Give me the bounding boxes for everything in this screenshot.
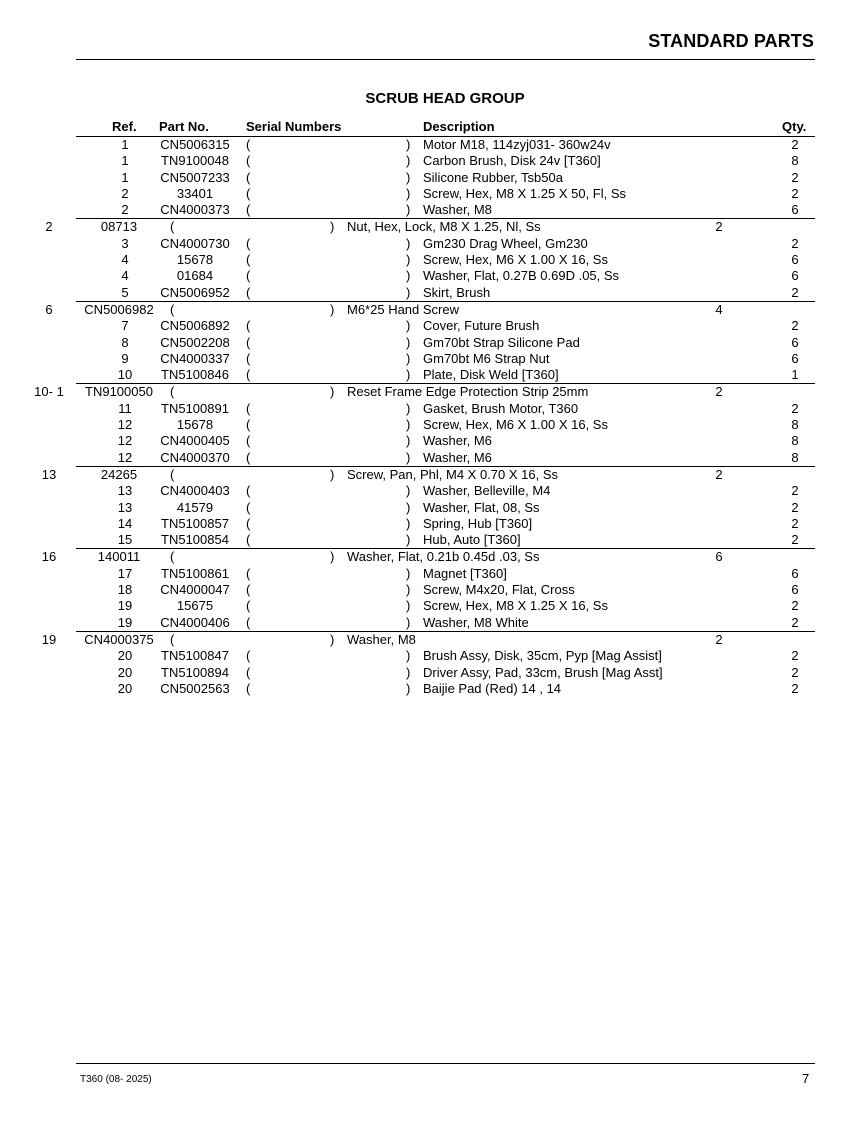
- ref-cell: 6: [45, 301, 53, 317]
- table-row: [0, 450, 866, 466]
- serial-close-bracket: ): [330, 219, 335, 235]
- ref-cell: 20: [117, 648, 133, 664]
- ref-cell: 12: [117, 449, 133, 465]
- footer-divider: [76, 1063, 815, 1064]
- serial-close-bracket: ): [406, 680, 411, 696]
- serial-close-bracket: ): [406, 499, 411, 515]
- serial-close-bracket: ): [406, 153, 411, 169]
- table-row: [0, 318, 866, 334]
- part-number-cell: CN4000730: [160, 235, 230, 251]
- description-cell: Driver Assy, Pad, 33cm, Brush [Mag Asst]: [423, 664, 663, 680]
- description-cell: Washer, Flat, 08, Ss: [423, 499, 540, 515]
- table-row: [41, 548, 815, 565]
- description-cell: Plate, Disk Weld [T360]: [423, 367, 559, 383]
- serial-close-bracket: ): [406, 532, 411, 548]
- ref-cell: 2: [121, 185, 129, 201]
- serial-close-bracket: ): [406, 185, 411, 201]
- description-cell: Baijie Pad (Red) 14 , 14: [423, 680, 562, 696]
- qty-cell: 2: [791, 137, 799, 152]
- serial-open-bracket: (: [246, 252, 251, 268]
- description-cell: Washer, Flat, 0.27B 0.69D .05, Ss: [423, 268, 620, 284]
- serial-close-bracket: ): [330, 466, 335, 482]
- description-cell: Gm70bt M6 Strap Nut: [423, 350, 550, 366]
- description-cell: Hub, Auto [T360]: [423, 532, 521, 548]
- serial-open-bracket: (: [246, 334, 251, 350]
- ref-cell: 17: [117, 565, 133, 581]
- description-cell: Gm70bt Strap Silicone Pad: [423, 334, 580, 350]
- ref-cell: 1: [121, 137, 129, 152]
- header-divider: [76, 59, 815, 60]
- table-row: [45, 218, 815, 235]
- table-row: [0, 285, 866, 301]
- description-cell: Washer, M8: [423, 202, 492, 218]
- part-number-cell: CN5006892: [160, 318, 230, 334]
- serial-open-bracket: (: [246, 185, 251, 201]
- table-row: [0, 500, 866, 516]
- page-header-title: STANDARD PARTS: [648, 31, 814, 51]
- table-row: [0, 252, 866, 268]
- serial-open-bracket: (: [246, 153, 251, 169]
- table-row: [0, 170, 866, 186]
- serial-close-bracket: ): [406, 433, 411, 449]
- serial-open-bracket: (: [246, 400, 251, 416]
- part-number-cell: CN4000406: [160, 614, 230, 630]
- part-number-cell: CN4000405: [160, 433, 230, 449]
- description-cell: Washer, M8 White: [423, 614, 529, 630]
- description-cell: Silicone Rubber, Tsb50a: [423, 169, 563, 185]
- description-cell: Washer, Flat, 0.21b 0.45d .03, Ss: [347, 549, 540, 565]
- serial-close-bracket: ): [406, 367, 411, 383]
- part-number-cell: CN5007233: [160, 169, 230, 185]
- ref-cell: 19: [117, 614, 133, 630]
- part-number-cell: TN9100050: [85, 384, 153, 400]
- table-row: [0, 367, 866, 383]
- serial-open-bracket: (: [246, 449, 251, 465]
- qty-cell: 2: [791, 648, 799, 664]
- table-row: [0, 401, 866, 417]
- serial-open-bracket: (: [246, 515, 251, 531]
- serial-close-bracket: ): [406, 268, 411, 284]
- part-number-cell: CN4000337: [160, 350, 230, 366]
- serial-close-bracket: ): [330, 301, 335, 317]
- qty-cell: 8: [791, 153, 799, 169]
- part-number-cell: 140011: [97, 549, 141, 565]
- table-row: [0, 433, 866, 449]
- serial-close-bracket: ): [330, 384, 335, 400]
- qty-cell: 6: [791, 252, 799, 268]
- qty-cell: 2: [791, 185, 799, 201]
- serial-open-bracket: (: [246, 499, 251, 515]
- ref-cell: 5: [121, 284, 129, 300]
- serial-open-bracket: (: [170, 301, 175, 317]
- part-number-cell: 15678: [176, 417, 214, 433]
- ref-cell: 12: [117, 417, 133, 433]
- ref-cell: 12: [117, 433, 133, 449]
- serial-open-bracket: (: [170, 466, 175, 482]
- description-cell: Washer, M6: [423, 449, 492, 465]
- footer-page-number: 7: [802, 1071, 810, 1086]
- qty-cell: 2: [791, 400, 799, 416]
- qty-cell: 2: [791, 515, 799, 531]
- serial-close-bracket: ): [406, 252, 411, 268]
- description-cell: Skirt, Brush: [423, 284, 491, 300]
- description-cell: Screw, Hex, M6 X 1.00 X 16, Ss: [423, 417, 608, 433]
- serial-open-bracket: (: [246, 284, 251, 300]
- part-number-cell: CN4000375: [84, 631, 154, 647]
- serial-close-bracket: ): [406, 400, 411, 416]
- description-cell: Motor M18, 114zyj031- 360w24v: [423, 137, 611, 152]
- description-cell: Gm230 Drag Wheel, Gm230: [423, 235, 588, 251]
- serial-close-bracket: ): [406, 350, 411, 366]
- part-number-cell: 15678: [176, 252, 214, 268]
- table-row: [0, 648, 866, 664]
- serial-open-bracket: (: [246, 137, 251, 152]
- serial-open-bracket: (: [246, 169, 251, 185]
- table-row: [0, 417, 866, 433]
- serial-close-bracket: ): [406, 334, 411, 350]
- column-header-qty: Qty.: [782, 119, 807, 134]
- ref-cell: 20: [117, 664, 133, 680]
- description-cell: Reset Frame Edge Protection Strip 25mm: [347, 384, 589, 400]
- part-number-cell: TN5100891: [161, 400, 229, 416]
- ref-cell: 13: [117, 499, 133, 515]
- table-row: [0, 335, 866, 351]
- table-row: [0, 532, 866, 548]
- serial-open-bracket: (: [170, 219, 175, 235]
- description-cell: M6*25 Hand Screw: [347, 301, 459, 317]
- description-cell: Screw, Hex, M8 X 1.25 X 50, Fl, Ss: [423, 185, 627, 201]
- ref-cell: 10: [117, 367, 133, 383]
- serial-close-bracket: ): [406, 664, 411, 680]
- ref-cell: 15: [117, 532, 133, 548]
- serial-open-bracket: (: [246, 648, 251, 664]
- part-number-cell: TN5100846: [161, 367, 229, 383]
- serial-open-bracket: (: [170, 549, 175, 565]
- serial-open-bracket: (: [246, 483, 251, 499]
- serial-open-bracket: (: [170, 384, 175, 400]
- description-cell: Washer, M6: [423, 433, 492, 449]
- qty-cell: 2: [715, 466, 723, 482]
- table-row: [41, 631, 815, 648]
- table-row: [0, 665, 866, 681]
- qty-cell: 2: [791, 483, 799, 499]
- ref-cell: 2: [45, 219, 53, 235]
- part-number-cell: TN5100861: [161, 565, 229, 581]
- table-row: [0, 236, 866, 252]
- ref-cell: 11: [118, 400, 132, 416]
- table-row: [0, 202, 866, 218]
- part-number-cell: CN5006982: [84, 301, 154, 317]
- ref-cell: 14: [117, 515, 133, 531]
- qty-cell: 2: [791, 318, 799, 334]
- part-number-cell: TN5100857: [161, 515, 229, 531]
- ref-cell: 18: [117, 582, 133, 598]
- ref-cell: 1: [121, 153, 129, 169]
- description-cell: Carbon Brush, Disk 24v [T360]: [423, 153, 601, 169]
- description-cell: Screw, Hex, M6 X 1.00 X 16, Ss: [423, 252, 608, 268]
- serial-close-bracket: ): [406, 284, 411, 300]
- qty-cell: 6: [791, 582, 799, 598]
- column-header-serial-numbers: Serial Numbers: [246, 119, 342, 134]
- ref-cell: 4: [121, 268, 129, 284]
- qty-cell: 2: [791, 499, 799, 515]
- column-header-ref: Ref.: [112, 119, 137, 134]
- qty-cell: 2: [791, 235, 799, 251]
- serial-open-bracket: (: [246, 598, 251, 614]
- ref-cell: 13: [117, 483, 133, 499]
- serial-open-bracket: (: [246, 614, 251, 630]
- part-number-cell: TN5100847: [161, 648, 229, 664]
- table-row: [0, 153, 866, 169]
- footer-model-date: T360 (08- 2025): [80, 1074, 152, 1085]
- serial-open-bracket: (: [246, 268, 251, 284]
- part-number-cell: 08713: [100, 219, 138, 235]
- serial-open-bracket: (: [246, 532, 251, 548]
- description-cell: Screw, M4x20, Flat, Cross: [423, 582, 575, 598]
- part-number-cell: TN9100048: [161, 153, 229, 169]
- qty-cell: 1: [791, 367, 799, 383]
- serial-close-bracket: ): [330, 631, 335, 647]
- serial-open-bracket: (: [246, 235, 251, 251]
- qty-cell: 8: [791, 449, 799, 465]
- serial-open-bracket: (: [246, 664, 251, 680]
- ref-cell: 8: [121, 334, 129, 350]
- part-number-cell: 15675: [176, 598, 214, 614]
- column-header-description: Description: [423, 119, 495, 134]
- ref-cell: 13: [41, 466, 57, 482]
- serial-close-bracket: ): [406, 137, 411, 152]
- qty-cell: 2: [791, 680, 799, 696]
- description-cell: Cover, Future Brush: [423, 318, 540, 334]
- serial-close-bracket: ): [406, 483, 411, 499]
- serial-open-bracket: (: [246, 680, 251, 696]
- qty-cell: 2: [715, 631, 723, 647]
- serial-open-bracket: (: [246, 367, 251, 383]
- part-number-cell: CN4000373: [160, 202, 230, 218]
- ref-cell: 19: [41, 631, 57, 647]
- part-number-cell: CN4000370: [160, 449, 230, 465]
- qty-cell: 2: [791, 532, 799, 548]
- table-row: [45, 301, 815, 318]
- ref-cell: 19: [117, 598, 133, 614]
- description-cell: Screw, Hex, M8 X 1.25 X 16, Ss: [423, 598, 608, 614]
- description-cell: Nut, Hex, Lock, M8 X 1.25, Nl, Ss: [347, 219, 541, 235]
- part-number-cell: 01684: [176, 268, 214, 284]
- serial-close-bracket: ): [406, 235, 411, 251]
- ref-cell: 1: [121, 169, 129, 185]
- part-number-cell: CN5006952: [160, 284, 230, 300]
- serial-close-bracket: ): [330, 549, 335, 565]
- qty-cell: 2: [715, 384, 723, 400]
- description-cell: Washer, M8: [347, 631, 416, 647]
- qty-cell: 2: [791, 284, 799, 300]
- qty-cell: 2: [715, 219, 723, 235]
- qty-cell: 4: [715, 301, 723, 317]
- ref-cell: 7: [121, 318, 129, 334]
- serial-open-bracket: (: [246, 417, 251, 433]
- qty-cell: 6: [791, 350, 799, 366]
- qty-cell: 2: [791, 664, 799, 680]
- table-row: [0, 137, 866, 153]
- table-row: [0, 582, 866, 598]
- column-header-part-no: Part No.: [159, 119, 209, 134]
- qty-cell: 6: [791, 565, 799, 581]
- serial-close-bracket: ): [406, 417, 411, 433]
- qty-cell: 2: [791, 169, 799, 185]
- qty-cell: 6: [715, 549, 723, 565]
- table-row: [0, 268, 866, 284]
- table-row: [0, 186, 866, 202]
- serial-open-bracket: (: [246, 565, 251, 581]
- description-cell: Gasket, Brush Motor, T360: [423, 400, 579, 416]
- ref-cell: 2: [121, 202, 129, 218]
- serial-open-bracket: (: [246, 582, 251, 598]
- serial-close-bracket: ): [406, 169, 411, 185]
- qty-cell: 6: [791, 268, 799, 284]
- serial-close-bracket: ): [406, 449, 411, 465]
- part-number-cell: TN5100894: [161, 664, 229, 680]
- ref-cell: 3: [121, 235, 129, 251]
- ref-cell: 20: [117, 680, 133, 696]
- serial-open-bracket: (: [246, 202, 251, 218]
- table-row: [0, 598, 866, 614]
- part-number-cell: CN5002208: [160, 334, 230, 350]
- part-number-cell: CN4000047: [160, 582, 230, 598]
- ref-cell: 10- 1: [34, 384, 64, 400]
- serial-close-bracket: ): [406, 515, 411, 531]
- part-number-cell: 41579: [176, 499, 214, 515]
- qty-cell: 8: [791, 433, 799, 449]
- qty-cell: 6: [791, 202, 799, 218]
- part-number-cell: CN5006315: [160, 137, 230, 152]
- table-row: [34, 383, 815, 400]
- parts-table: [0, 137, 866, 697]
- table-row: [0, 483, 866, 499]
- part-number-cell: TN5100854: [161, 532, 229, 548]
- qty-cell: 8: [791, 417, 799, 433]
- serial-close-bracket: ): [406, 202, 411, 218]
- serial-close-bracket: ): [406, 582, 411, 598]
- description-cell: Spring, Hub [T360]: [423, 515, 533, 531]
- ref-cell: 16: [41, 549, 57, 565]
- table-row: [0, 351, 866, 367]
- serial-close-bracket: ): [406, 648, 411, 664]
- serial-open-bracket: (: [246, 433, 251, 449]
- part-number-cell: CN4000403: [160, 483, 230, 499]
- serial-open-bracket: (: [246, 350, 251, 366]
- description-cell: Magnet [T360]: [423, 565, 507, 581]
- table-row: [0, 516, 866, 532]
- serial-open-bracket: (: [246, 318, 251, 334]
- serial-close-bracket: ): [406, 565, 411, 581]
- serial-close-bracket: ): [406, 318, 411, 334]
- serial-close-bracket: ): [406, 614, 411, 630]
- description-cell: Washer, Belleville, M4: [423, 483, 551, 499]
- section-title: SCRUB HEAD GROUP: [365, 90, 525, 107]
- qty-cell: 6: [791, 334, 799, 350]
- table-row: [0, 566, 866, 582]
- table-row: [0, 681, 866, 697]
- description-cell: Screw, Pan, Phl, M4 X 0.70 X 16, Ss: [347, 466, 558, 482]
- ref-cell: 4: [121, 252, 129, 268]
- table-row: [0, 615, 866, 631]
- part-number-cell: 33401: [176, 185, 214, 201]
- part-number-cell: CN5002563: [160, 680, 230, 696]
- table-row: [41, 466, 815, 483]
- serial-close-bracket: ): [406, 598, 411, 614]
- serial-open-bracket: (: [170, 631, 175, 647]
- description-cell: Brush Assy, Disk, 35cm, Pyp [Mag Assist]: [423, 648, 662, 664]
- qty-cell: 2: [791, 598, 799, 614]
- ref-cell: 9: [121, 350, 129, 366]
- part-number-cell: 24265: [100, 466, 138, 482]
- qty-cell: 2: [791, 614, 799, 630]
